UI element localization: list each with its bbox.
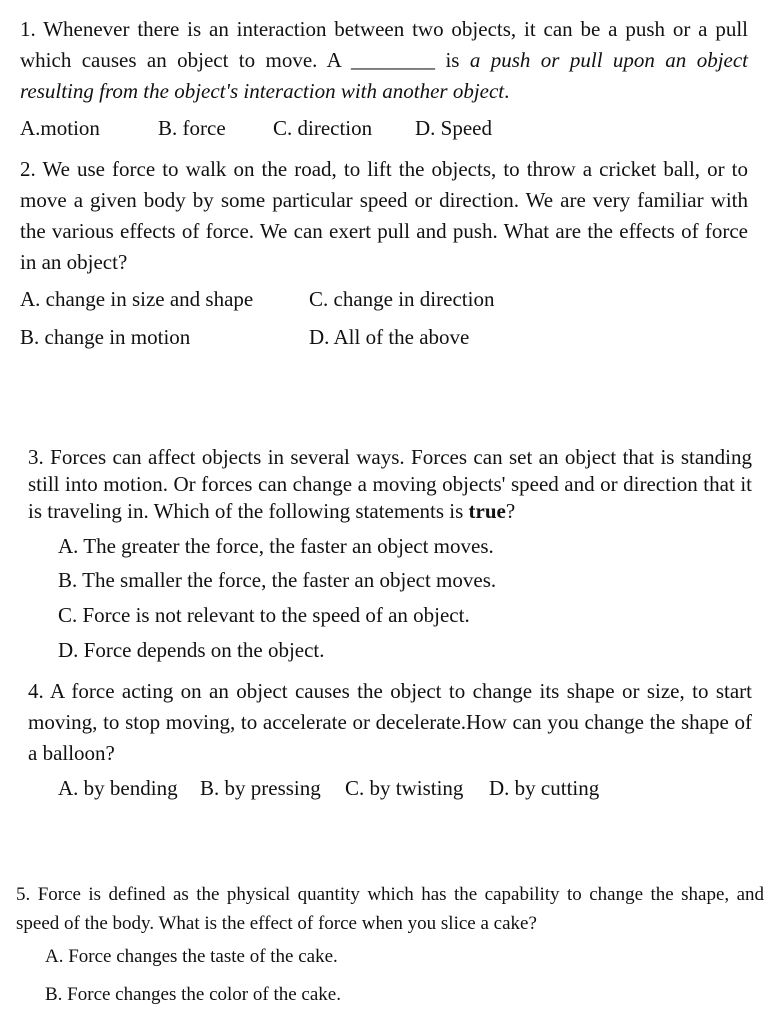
question-number: 3. [28, 445, 44, 469]
option-c: C. direction [273, 116, 373, 140]
question-5 [16, 880, 764, 938]
option-c: C. by twisting [345, 776, 464, 800]
option-b: B. The smaller the force, the faster an object moves. [58, 568, 497, 592]
question-5-stem [16, 880, 764, 938]
question-4 [28, 676, 752, 769]
question-number: 1. [20, 17, 36, 41]
question-text: Whenever there is an interaction between two objects, it can be a push or a pull which causes an object to move. A ________ is [20, 17, 749, 72]
option-b: B. change in motion [20, 325, 191, 349]
option-d: D. Force depends on the object. [58, 638, 325, 662]
option-b: B. force [158, 116, 226, 140]
option-a: A. change in size and shape [20, 287, 254, 311]
question-3-stem [28, 444, 752, 525]
question-text: A force acting on an object causes the object to change its shape or size, to start moving, to stop moving, to accelerate or decelerate.How can you change the shape of a balloon? [28, 679, 753, 765]
option-a: A.motion [20, 116, 100, 140]
option-c: C. change in direction [309, 287, 495, 311]
question-number: 4. [28, 679, 44, 703]
question-2-stem [20, 154, 748, 278]
question-text: Forces can affect objects in several ways. Forces can set an object that is standing still into motion. Or forces can change a moving objects' speed and or direction that it is traveling in. Which of the following statements is [28, 445, 753, 523]
question-punctuation: . [504, 79, 510, 103]
question-text: Force is defined as the physical quantity which has the capability to change the shape, and speed of the body. What is the effect of force when you slice a cake? [16, 884, 765, 934]
option-a: A. The greater the force, the faster an object moves. [58, 534, 494, 558]
option-a: A. Force changes the taste of the cake. [45, 946, 338, 967]
question-2 [20, 154, 748, 278]
question-1-stem [20, 14, 748, 107]
option-a: A. by bending [58, 776, 178, 800]
question-3 [28, 444, 752, 525]
question-number: 5. [16, 884, 31, 905]
option-d: D. All of the above [309, 325, 470, 349]
question-text-bold: true [468, 499, 506, 523]
option-d: D. by cutting [489, 776, 600, 800]
option-b: B. Force changes the color of the cake. [45, 984, 341, 1005]
question-text-italic: a push or pull upon an object resulting from the object's interaction with another object [20, 48, 749, 103]
question-1 [20, 14, 748, 107]
option-c: C. Force is not relevant to the speed of an object. [58, 603, 470, 627]
option-d: D. Speed [415, 116, 492, 140]
question-text: We use force to walk on the road, to lift the objects, to throw a cricket ball, or to move a given body by some particular speed or direction. We are very familiar with the various effects of force. We can exert pull and push. What are the effects of force in an object? [20, 157, 749, 274]
question-4-stem [28, 676, 752, 769]
question-number: 2. [20, 157, 36, 181]
question-punctuation: ? [505, 499, 516, 523]
option-b: B. by pressing [200, 776, 321, 800]
